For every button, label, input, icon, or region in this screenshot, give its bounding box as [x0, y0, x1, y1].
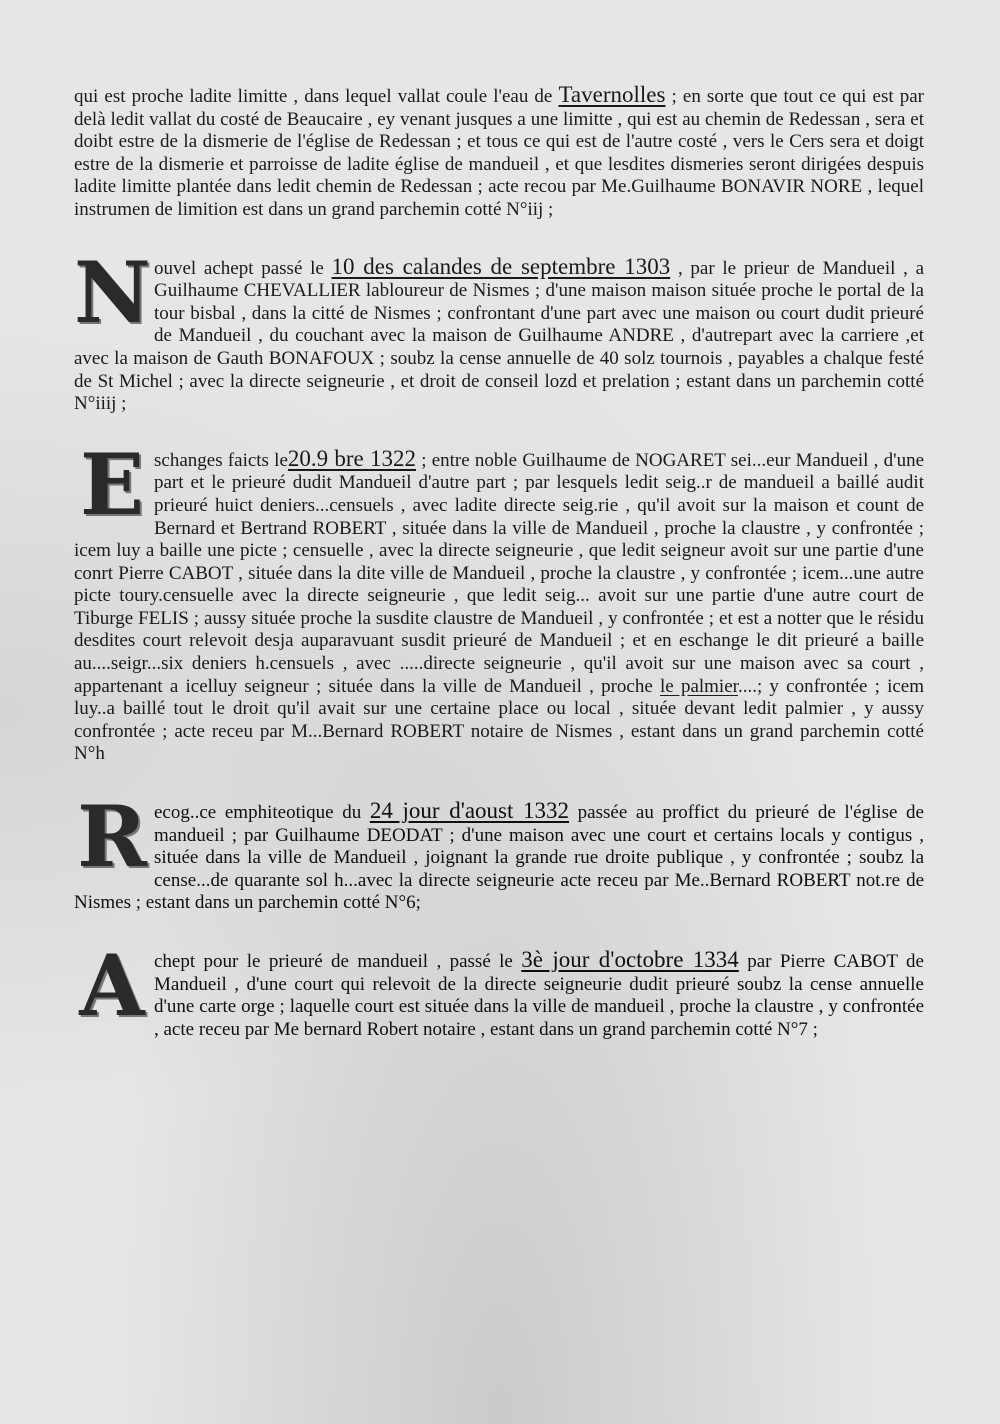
drop-cap-initial: R	[77, 787, 147, 887]
paragraph-text: ecog..ce emphiteotique du	[154, 802, 370, 824]
paragraph-text: schanges faicts le	[154, 449, 288, 471]
date-underlined: 20.9 bre 1322	[287, 445, 416, 471]
drop-cap-initial: A	[79, 936, 145, 1035]
paragraph-text: ....; y confrontée ; icem luy..a baillé tout le droit qu'il avait sur une certaine place ou local , située devant ledit palmier , y aussy confrontée ; acte receu par M...Bernard ROBERT notaire de Nismes , estant dans un grand parchemin cotté N°h	[74, 675, 925, 765]
paragraph-text: qui est proche ladite limitte , dans lequel vallat coule l'eau de	[74, 86, 559, 107]
paragraph-achept-1334	[74, 936, 924, 1041]
place-name-underlined: Tavernolles	[558, 82, 666, 107]
paragraph-tavernolles	[74, 84, 924, 222]
date-underlined: 24 jour d'aoust 1332	[369, 798, 570, 824]
paragraph-achept-1303	[74, 242, 925, 416]
paragraph-text: , par le prieur de Mandueil , a Guilhaume CHEVALLIER labloureur de Nismes ; d'une maison maison située proche le portal de la tour bisbal , dans la citté de Nismes ; confrontant d'une part avec une maison ou court dudit prieuré de Mandueil , du couchant avec la maison de Guilhaume ANDRE , d'autrepart avec la carriere ,et avec la maison de Gauth BONAFOUX ; soubz la cense annuelle de 40 solz tournois , payables a chalque festé de St Michel ; avec la directe seigneurie , et droit de conseil lozd et prelation ; estant dans un parchemin cotté N°iiij ;	[74, 257, 925, 415]
drop-cap-initial: E	[79, 434, 145, 534]
paragraph-text: ; en sorte que tout ce qui est par delà ledit vallat du costé de Beaucaire , ey venant jusques a une limitte , qui est au chemin de Redessan , sera et doibt estre de la dismerie de l'église de Redessan ; et tous ce qui est de l'autre costé , vers le Cers sera et doigt estre de la dismerie et parroisse de ladite église de mandueil , et que lesdites dismeries seront dirigées despuis ladite limitte plantée dans ledit chemin de Redessan ; acte recou par Me.Guilhaume BONAVIR NORE , lequel instrumen de limition est dans un grand parchemin cotté N°iij ;	[74, 86, 924, 220]
paragraph-text: ; entre noble Guilhaume de NOGARET sei...eur Mandueil , d'une part et le prieuré dudit Mandueil d'autre part ; par lesquels ledit seig..r de mandueil a baillé audit prieuré huict deniers...censuels , avec ladite directe seig.rie , qu'il avoit sur la maison et count de Bernard et Bertrand ROBERT , située dans la ville de Mandueil , proche la claustre , y confrontée ; icem luy a baille une picte ; censuelle , avec la directe seigneurie , que ledit seigneur avoit sur une partie d'une conrt Pierre CABOT , située dans la dite ville de Mandueil , proche la claustre , y confrontée ; icem...une autre picte toury.censuelle avec la directe seigneurie , que ledit seig... avoit sur une partie d'une autre court de Tiburge FELIS ; aussy située proche la susdite claustre de Mandueil , y confrontée ; et est a notter que le résidu desdites court relevoit desja auparavuant susdit prieuré de Mandueil ; et en eschange le dit prieuré a baille au....seigr...six deniers h.censuels , avec .....directe seigneurie , qu'il avoit sur une maison avec sa court , appartenant a icelluy seigneur ; située dans la ville de Mandueil , proche	[74, 449, 925, 697]
paragraph-text: ouvel achept passé le	[154, 257, 332, 279]
paragraph-eschanges-1322	[74, 434, 925, 766]
place-name-underlined: le palmier	[660, 675, 738, 697]
drop-cap-initial: N	[74, 242, 151, 342]
date-underlined: 10 des calandes de septembre 1303	[331, 253, 671, 279]
document-body	[74, 84, 924, 1041]
paragraph-text: passée au proffict du prieuré de l'église de mandueil ; par Guilhaume DEODAT ; d'une maison avec une court et certains locals y contigus , située dans la ville de Mandueil , joignant la grande rue droite publique , y confrontée ; soubz la cense...de quarante sol h...avec la directe seigneurie acte receu par Me..Bernard ROBERT not.re de Nismes ; estant dans un parchemin cotté N°6;	[74, 802, 924, 914]
paragraph-text: par Pierre CABOT de Mandueil , d'une court qui relevoit de la directe seigneurie dudit prieuré soubz la cense annuelle d'une carte orge ; laquelle court est située dans la ville de mandueil , proche la claustre , y confrontée , acte receu par Me bernard Robert notaire , estant dans un grand parchemin cotté N°7 ;	[154, 951, 924, 1040]
paragraph-recog-1332	[74, 787, 924, 915]
paragraph-text: chept pour le prieuré de mandueil , passé le	[154, 951, 522, 972]
date-underlined: 3è jour d'octobre 1334	[521, 947, 739, 972]
